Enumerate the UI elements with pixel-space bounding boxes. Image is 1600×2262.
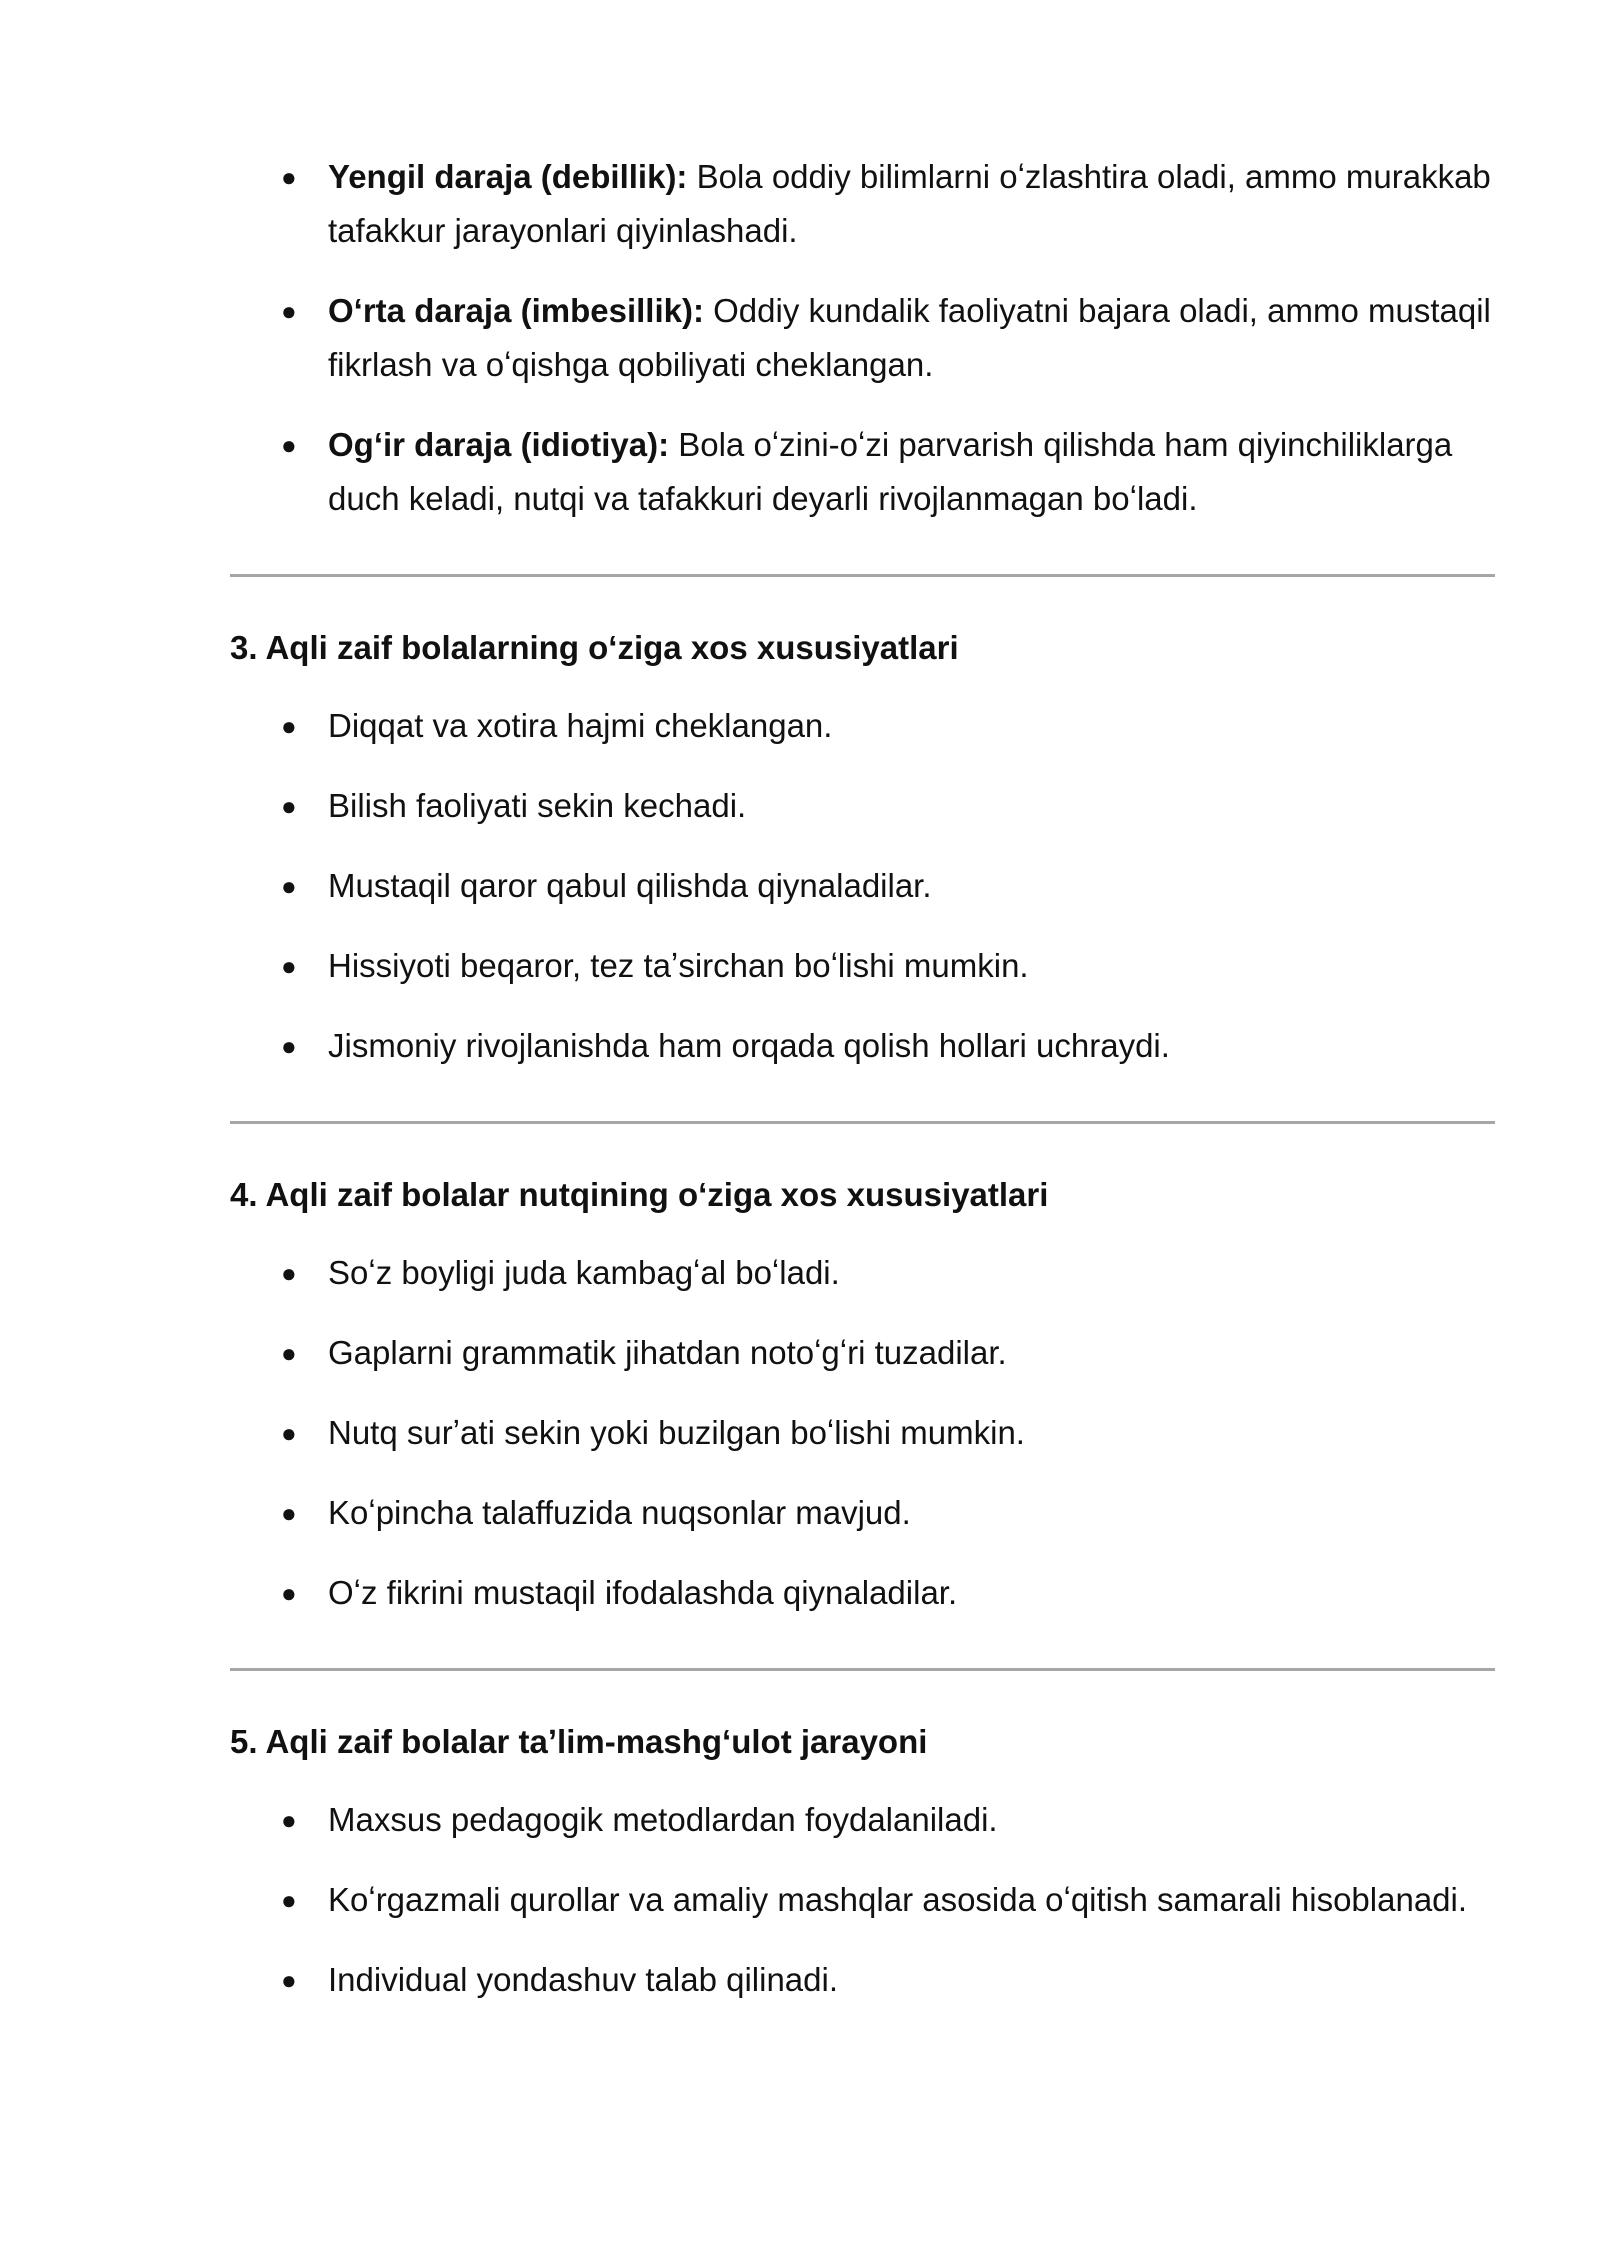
list-item — [230, 1406, 1495, 1460]
list-item-text: Koʻrgazmali qurollar va amaliy mashqlar asosida oʻqitish samarali hisoblanadi. — [328, 1881, 1468, 1918]
section-divider — [230, 1668, 1495, 1671]
list-item — [230, 1873, 1495, 1927]
list-item-text: Koʻpincha talaffuzida nuqsonlar mavjud. — [328, 1494, 911, 1531]
list-item — [230, 284, 1495, 392]
bullet-icon: ● — [281, 1418, 297, 1448]
section-title: 4. Aqli zaif bolalar nutqining oʻziga xos xususiyatlari — [230, 1176, 1049, 1213]
list-item — [230, 939, 1495, 993]
list-item-text: Maxsus pedagogik metodlardan foydalaniladi. — [328, 1801, 998, 1838]
list-item — [230, 1566, 1495, 1620]
list-item-text: Individual yondashuv talab qilinadi. — [328, 1961, 839, 1998]
list-item-text: Jismoniy rivojlanishda ham orqada qolish hollari uchraydi. — [328, 1027, 1170, 1064]
bullet-icon: ● — [281, 430, 297, 460]
section-list — [230, 1793, 1495, 2007]
section-list — [230, 699, 1495, 1073]
list-item — [230, 699, 1495, 753]
list-item-term: Ogʻir daraja (idiotiya): — [328, 426, 670, 463]
list-item-term: Oʻrta daraja (imbesillik): — [328, 292, 704, 329]
list-item — [230, 859, 1495, 913]
section-title: 5. Aqli zaif bolalar taʼlim-mashgʻulot jarayoni — [230, 1723, 928, 1760]
section-3 — [230, 621, 1495, 1073]
list-item-text: Mustaqil qaror qabul qilishda qiynaladilar. — [328, 867, 932, 904]
list-item-text: Nutq surʼati sekin yoki buzilgan boʻlishi mumkin. — [328, 1414, 1025, 1451]
bullet-icon: ● — [281, 1885, 297, 1915]
bullet-icon: ● — [281, 1338, 297, 1368]
list-item — [230, 1953, 1495, 2007]
bullet-icon: ● — [281, 162, 297, 192]
bullet-icon: ● — [281, 1258, 297, 1288]
list-item-text: Bilish faoliyati sekin kechadi. — [328, 787, 747, 824]
list-item-text: Hissiyoti beqaror, tez taʼsirchan boʻlishi mumkin. — [328, 947, 1029, 984]
list-item — [230, 1019, 1495, 1073]
section-divider — [230, 1121, 1495, 1124]
list-item — [230, 1326, 1495, 1380]
bullet-icon: ● — [281, 951, 297, 981]
list-item-text: Gaplarni grammatik jihatdan notoʻgʻri tuzadilar. — [328, 1334, 1007, 1371]
document-page — [230, 150, 1495, 2033]
bullet-icon: ● — [281, 1031, 297, 1061]
list-item — [230, 1486, 1495, 1540]
list-item-text: Diqqat va xotira hajmi cheklangan. — [328, 707, 833, 744]
list-item-text: Bola oddiy bilimlarni oʻzlashtira oladi, ammo murakkab tafakkur jarayonlari qiyinlashadi. — [328, 158, 1491, 249]
section-4 — [230, 1168, 1495, 1620]
bullet-icon: ● — [281, 1578, 297, 1608]
section-title: 3. Aqli zaif bolalarning oʻziga xos xususiyatlari — [230, 629, 959, 666]
list-item — [230, 1246, 1495, 1300]
severity-list — [230, 150, 1495, 526]
section-5 — [230, 1715, 1495, 2007]
list-item — [230, 418, 1495, 526]
bullet-icon: ● — [281, 791, 297, 821]
bullet-icon: ● — [281, 1498, 297, 1528]
list-item — [230, 1793, 1495, 1847]
bullet-icon: ● — [281, 871, 297, 901]
list-item — [230, 150, 1495, 258]
list-item-text: Oʻz fikrini mustaqil ifodalashda qiynaladilar. — [328, 1574, 958, 1611]
bullet-icon: ● — [281, 1965, 297, 1995]
bullet-icon: ● — [281, 1805, 297, 1835]
list-item-text: Bola oʻzini-oʻzi parvarish qilishda ham qiyinchiliklarga duch keladi, nutqi va tafakkuri deyarli rivojlanmagan boʻladi. — [328, 426, 1453, 517]
bullet-icon: ● — [281, 711, 297, 741]
section-divider — [230, 574, 1495, 577]
list-item — [230, 779, 1495, 833]
bullet-icon: ● — [281, 296, 297, 326]
list-item-text: Oddiy kundalik faoliyatni bajara oladi, ammo mustaqil fikrlash va oʻqishga qobiliyati cheklangan. — [328, 292, 1491, 383]
section-list — [230, 1246, 1495, 1620]
list-item-text: Soʻz boyligi juda kambagʻal boʻladi. — [328, 1254, 840, 1291]
list-item-term: Yengil daraja (debillik): — [328, 158, 688, 195]
